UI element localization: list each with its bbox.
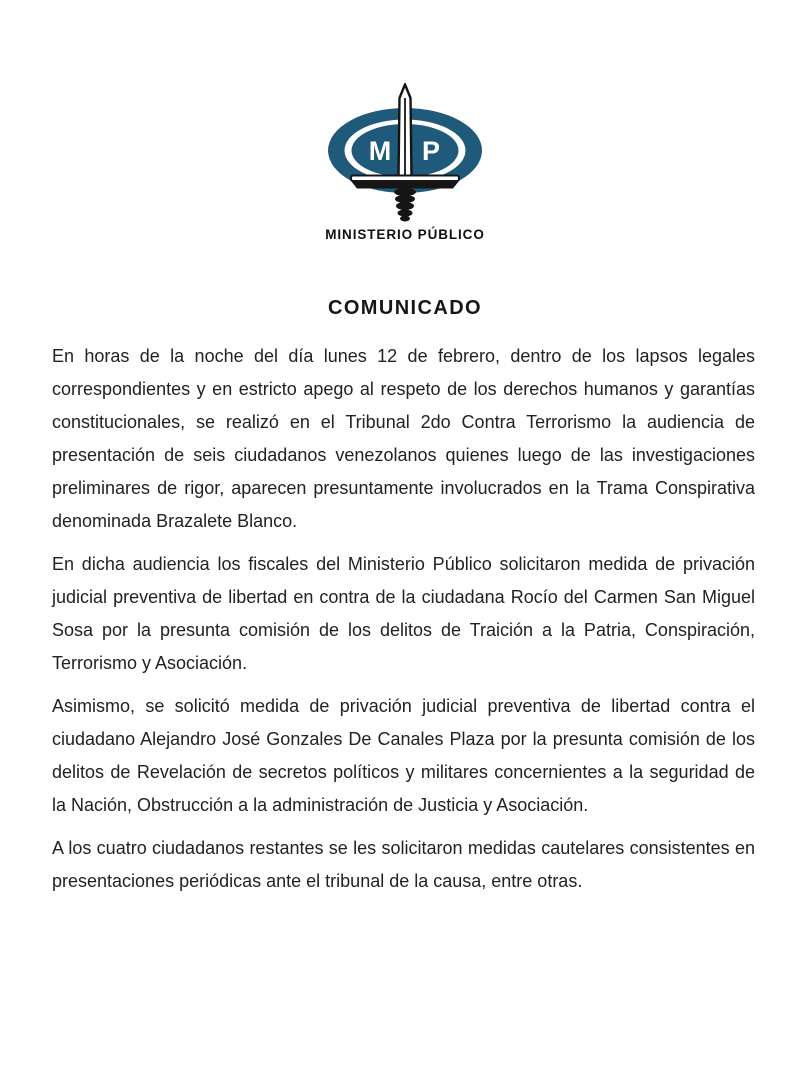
emblem-letter-m: M (368, 136, 392, 166)
emblem-letter-p: P (421, 136, 441, 166)
paragraph-3: Asimismo, se solicitó medida de privación judicial preventiva de libertad contra el ciudadano Alejandro José Gonzales De Canales Plaza por la presunta comisión de los delitos de Revelación de secretos políticos y militares concernientes a la seguridad de la Nación, Obstrucción a la administración de Justicia y Asociación. (52, 696, 755, 815)
paragraph-1: En horas de la noche del día lunes 12 de febrero, dentro de los lapsos legales correspondientes y en estricto apego al respeto de los derechos humanos y garantías constitucionales, se realizó en el Tribunal 2do Contra Terrorismo la audiencia de presentación de seis ciudadanos venezolanos quienes luego de las investigaciones preliminares de rigor, aparecen presuntamente involucrados en la Trama Conspirativa denominada Brazalete Blanco. (52, 346, 755, 531)
document-title: COMUNICADO (328, 297, 482, 319)
sword-screw-pommel (394, 188, 416, 222)
mp-emblem-icon (320, 83, 490, 223)
paragraph-2: En dicha audiencia los fiscales del Ministerio Público solicitaron medida de privación judicial preventiva de libertad en contra de la ciudadana Rocío del Carmen San Miguel Sosa por la presunta comisión de los delitos de Traición a la Patria, Conspiración, Terrorismo y Asociación. (52, 554, 755, 673)
logo-caption: MINISTERIO PÚBLICO (325, 227, 485, 242)
paragraph-4: A los cuatro ciudadanos restantes se les solicitaron medidas cautelares consistentes en presentaciones periódicas ante el tribunal de la causa, entre otras. (52, 838, 755, 891)
ministerio-publico-logo (0, 0, 810, 242)
document-body (52, 340, 755, 898)
